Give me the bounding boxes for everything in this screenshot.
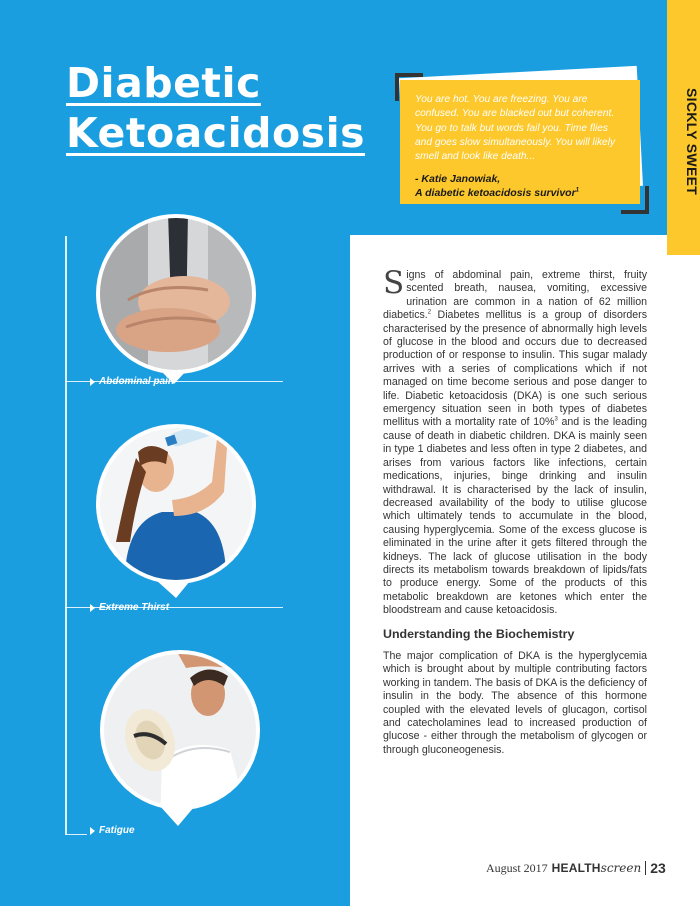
extreme-thirst-bubble — [86, 412, 266, 598]
fatigue-bubble — [90, 640, 270, 826]
quote-author — [415, 172, 626, 200]
extreme-thirst-label — [90, 602, 169, 613]
quote-text: You are hot. You are freezing. You are confused. You are blacked out but coherent. You go to talk but words fail you. Time flies and goes slow simultaneously. You will likely smell and look like death... — [415, 94, 616, 163]
fatigue-text: Fatigue — [99, 825, 135, 836]
symptom-timeline — [65, 236, 67, 834]
intro-part-1: igns of abdominal pain, extreme thirst, fruity scented breath, nausea, vomiting, excessive urination are common in a nation of 62 million diabetics. — [383, 269, 647, 322]
reference-3: 3 — [554, 416, 558, 423]
fatigue-rule — [65, 834, 87, 835]
section-tab-label: SICKLY SWEET — [684, 88, 700, 196]
issue-date: August 2017 — [486, 860, 548, 875]
paragraph-biochemistry: The major complication of DKA is the hyperglycemia which is brought about by multiple contributing factors working in tandem. The basis of DKA is the deficiency of insulin in the body. The absence of this hormone coupled with the elevated levels of glucagon, cortisol and catecholamines lead to increased production of glucose - either through the metabolism of glycogen or through gluconeogenesis. — [383, 649, 647, 756]
extreme-thirst-text: Extreme Thirst — [99, 602, 170, 613]
paragraph-intro — [383, 265, 647, 618]
title-line-1: Diabetic — [66, 59, 261, 107]
article-body — [383, 265, 647, 757]
abdominal-pain-label — [90, 376, 174, 387]
page-footer — [486, 860, 666, 876]
intro-part-3: and is the leading cause of death in diabetic children. DKA is mainly seen in type 1 diabetes and less often in type 2 diabetes, and arises from various factors like infections, certain medications, injuries, binge drinking and insulin withdrawal. It is characterised by the lack of insulin, decreased availability of the body to utilise glucose which ultimately tends to accumulate in the blood, causing hyperglycemia. Some of the excess glucose is eliminated in the urine after it gets filtered through the kidneys. The lack of glucose utilisation in the body directs its metabolism towards breakdown of lipids/fats to produce energy. Some of the products of this metabolic breakdown are ketones which enter the bloodstream and cause ketoacidosis. — [383, 416, 647, 617]
magazine-name-script: screen — [600, 861, 642, 875]
fatigue-label — [90, 825, 135, 836]
page-number: 23 — [650, 860, 666, 876]
abdominal-pain-text: Abdominal pain — [99, 376, 174, 387]
section-heading: Understanding the Biochemistry — [383, 626, 575, 641]
magazine-name-bold: HEALTH — [551, 861, 601, 875]
title-line-2: Ketoacidosis — [66, 109, 366, 157]
intro-part-2: Diabetes mellitus is a group of disorders characterised by the presence of abnormally high levels of glucose in the blood and occurs due to decreased production of or response to insulin. This sugar malady arrives with a series of complications which if not managed on time become serious and pose danger to life. Diabetic ketoacidosis (DKA) is one such serious emergency situation seen in both types of diabetes mellitus with a mortality rate of 10% — [383, 309, 647, 429]
quote-author-role: A diabetic ketoacidosis survivor — [415, 187, 576, 200]
quote-card — [400, 80, 640, 204]
caret-right-icon — [90, 378, 95, 386]
caret-right-icon — [90, 604, 95, 612]
drop-cap: S — [383, 265, 405, 301]
caret-right-icon — [90, 827, 95, 835]
reference-2: 2 — [427, 309, 432, 316]
quote-corner-bottom-right — [621, 186, 649, 214]
footer-separator — [645, 861, 646, 875]
quote-corner-top-left — [395, 73, 423, 101]
quote-author-name: - Katie Janowiak, — [415, 173, 501, 186]
page-title — [66, 58, 365, 158]
abdominal-pain-bubble — [88, 212, 266, 384]
quote-ref: 1 — [575, 187, 580, 194]
